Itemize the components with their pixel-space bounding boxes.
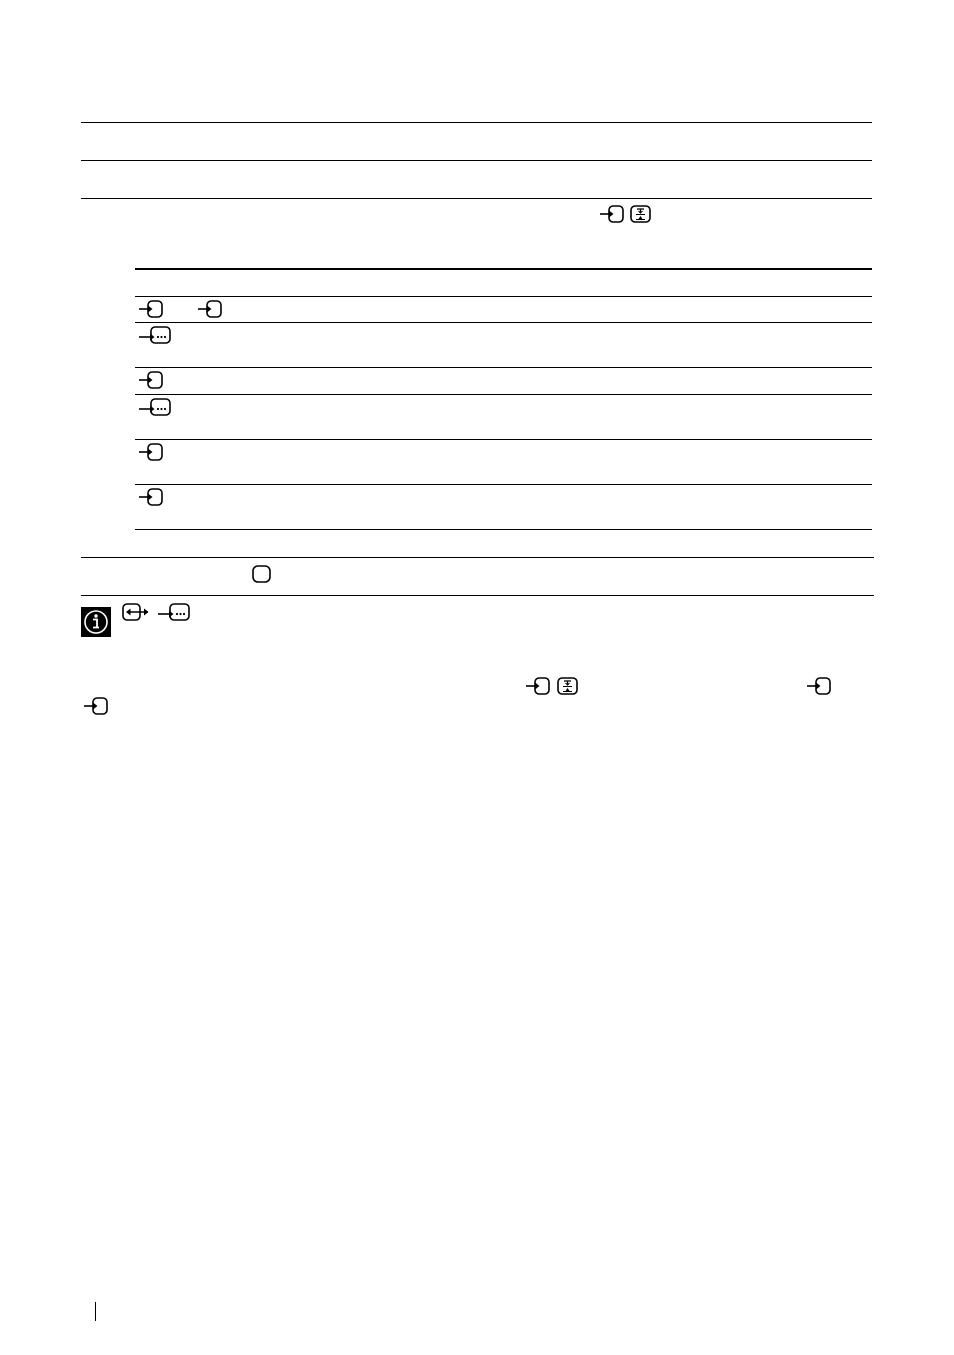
input-icon: [198, 300, 224, 318]
info-icon: [81, 607, 111, 637]
rgb-input-icon: [139, 326, 173, 344]
section-rule-third: [81, 198, 872, 199]
input-icon: [139, 300, 165, 318]
section-rule-second: [81, 160, 872, 161]
table-row-rule: [135, 439, 872, 440]
rgb-input-icon: [139, 398, 173, 416]
section-rule-mid: [81, 557, 874, 558]
input-icon: [807, 677, 833, 695]
rgb-input-icon: [158, 603, 192, 621]
input-icon: [139, 488, 165, 506]
table-row-rule: [135, 367, 872, 368]
av-io-icon: [121, 603, 151, 621]
table-row-rule: [135, 296, 872, 297]
tv-mode-icon: [252, 565, 272, 583]
section-rule-top: [81, 122, 872, 123]
table-row-rule: [135, 394, 872, 395]
input-select-icon: [526, 677, 552, 695]
page-margin-marker: [95, 1302, 96, 1321]
table-row-rule: [135, 484, 872, 485]
table-bottom-rule: [135, 529, 872, 530]
input-select-icon: [600, 205, 626, 223]
teletext-icon: [557, 677, 579, 695]
input-icon: [139, 371, 165, 389]
teletext-icon: [630, 205, 652, 223]
section-rule-note: [81, 595, 874, 596]
table-header-rule: [135, 268, 872, 270]
input-icon: [84, 697, 110, 715]
input-icon: [139, 443, 165, 461]
table-row-rule: [135, 322, 872, 323]
